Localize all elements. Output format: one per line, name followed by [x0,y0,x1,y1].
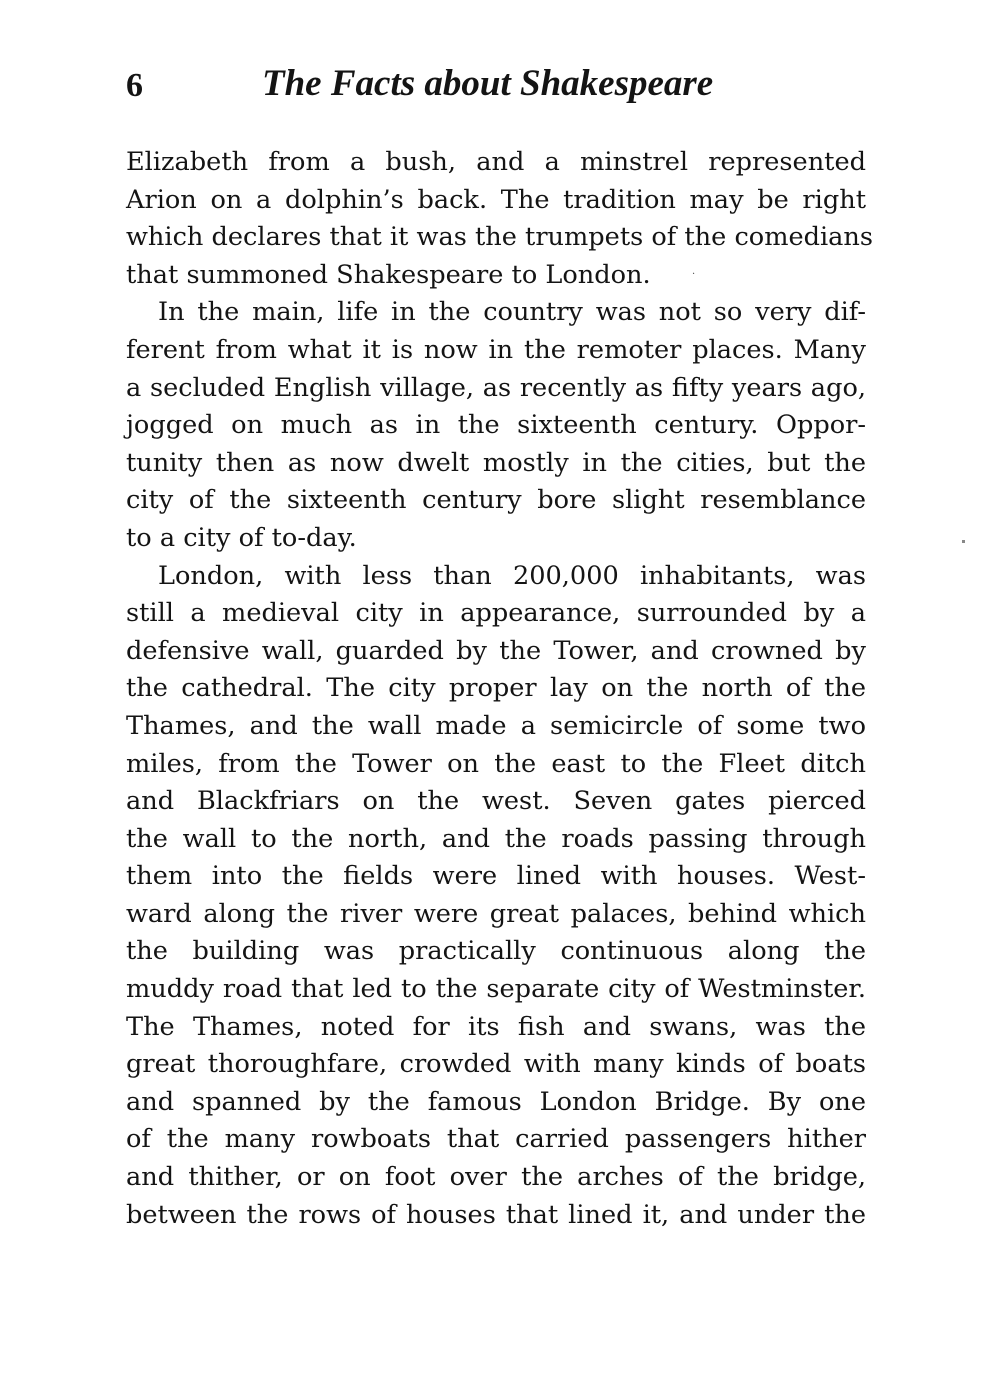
running-head-title: The Facts about Shakespeare [262,63,714,104]
paragraph-2 [126,294,866,557]
text-line: city of the sixteenth century bore slight resemblance [126,485,866,516]
text-line: muddy road that led to the separate city of Westminster. [126,974,866,1005]
text-line: and Blackfriars on the west. Seven gates pierced [126,786,866,817]
text-line: In the main, life in the country was not so very dif- [158,297,866,328]
margin-speck [962,540,965,543]
text-line: The Thames, noted for its fish and swans, was the [126,1011,866,1042]
text-line: Elizabeth from a bush, and a minstrel represented [126,147,866,177]
text-line: the wall to the north, and the roads passing through [126,823,866,854]
text-line: ferent from what it is now in the remoter places. Many [126,334,866,365]
text-line: Thames, and the wall made a semicircle of some two [126,710,866,741]
text-line: the cathedral. The city proper lay on the north of the [126,673,866,704]
text-line: ward along the river were great palaces, behind which [126,898,866,929]
text-line: tunity then as now dwelt mostly in the cities, but the [126,447,866,478]
text-line: the building was practically continuous along the [126,936,866,967]
text-line: between the rows of houses that lined it, and under the [126,1199,866,1230]
text-line: and thither, or on foot over the arches of the bridge, [126,1162,866,1193]
text-line: jogged on much as in the sixteenth century. Oppor- [126,410,866,441]
body-text [126,144,874,1234]
text-line: of the many rowboats that carried passengers hither [126,1124,866,1155]
text-line: that summoned Shakespeare to London. [126,259,651,290]
text-line: Arion on a dolphin’s back. The tradition may be right [126,184,866,215]
text-line: which declares that it was the trumpets of the comedians [126,222,874,253]
text-line: London, with less than 200,000 inhabitants, was [158,560,866,591]
text-line: defensive wall, guarded by the Tower, and crowned by [126,635,866,666]
paragraph-3 [126,558,866,1235]
paragraph-1 [126,144,874,294]
text-line: and spanned by the famous London Bridge. By one [126,1086,866,1117]
print-speck: · [692,269,696,280]
text-line: miles, from the Tower on the east to the Fleet ditch [126,748,866,779]
text-line: great thoroughfare, crowded with many kinds of boats [126,1049,866,1080]
text-line: a secluded English village, as recently as fifty years ago, [126,372,866,403]
text-line: to a city of to-day. [126,522,357,553]
text-line: still a medieval city in appearance, surrounded by a [126,598,866,629]
text-line: them into the fields were lined with houses. West- [126,861,866,892]
page-number: 6 [126,67,143,104]
